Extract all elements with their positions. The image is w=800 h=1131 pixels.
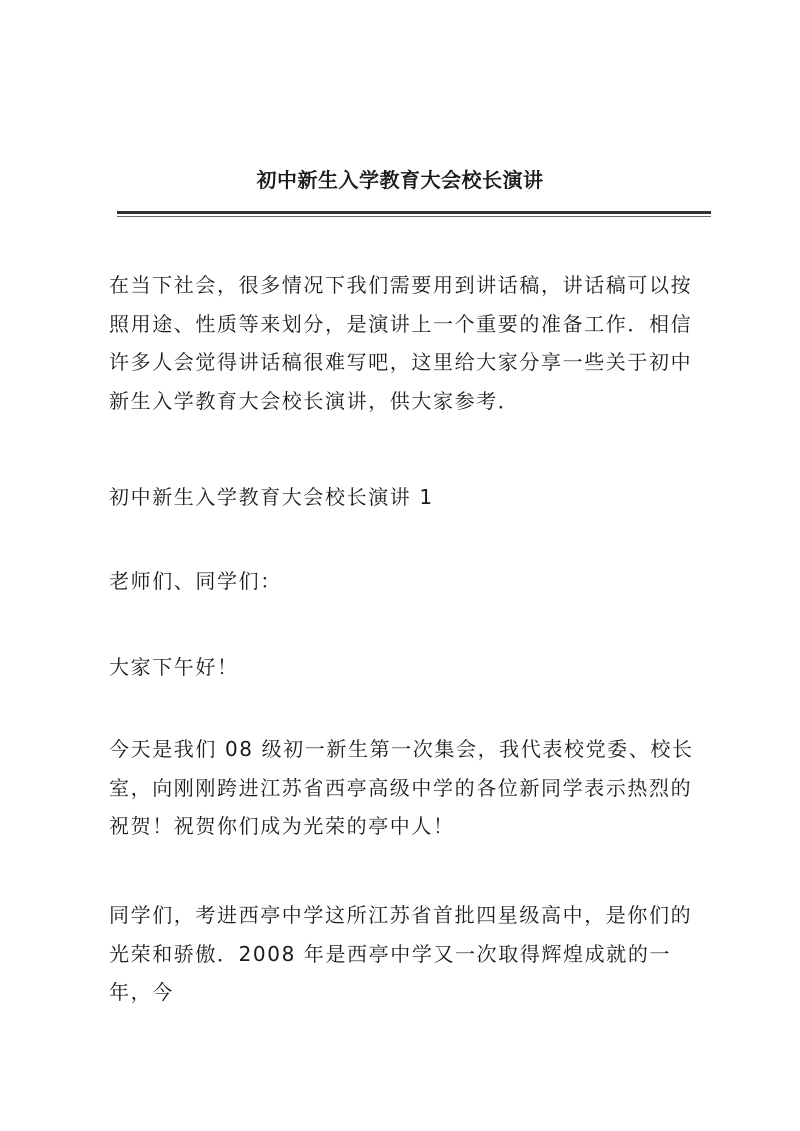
paragraph-salutation: 老师们、同学们： [109, 569, 282, 593]
document-title: 初中新生入学教育大会校长演讲 [256, 168, 544, 192]
section-heading: 初中新生入学教育大会校长演讲 1 [109, 485, 434, 509]
paragraph-welcome: 今天是我们 08 级初一新生第一次集会，我代表校党委、校长室，向刚刚跨进江苏省西亭高级中学的各位新同学表示热烈的祝贺！祝贺你们成为光荣的亭中人！ [109, 737, 694, 838]
title-divider [117, 211, 711, 214]
paragraph-school: 同学们，考进西亭中学这所江苏省首批四星级高中，是你们的光荣和骄傲．2008 年是西亭中学又一次取得辉煌成就的一年，今 [109, 903, 693, 1004]
paragraph-intro: 在当下社会，很多情况下我们需要用到讲话稿，讲话稿可以按照用途、性质等来划分，是演讲上一个重要的准备工作．相信许多人会觉得讲话稿很难写吧，这里给大家分享一些关于初中新生入学教育大会校长演讲，供大家参考． [109, 273, 693, 413]
title-divider-thin [117, 216, 711, 217]
paragraph-greeting: 大家下午好！ [109, 655, 239, 679]
